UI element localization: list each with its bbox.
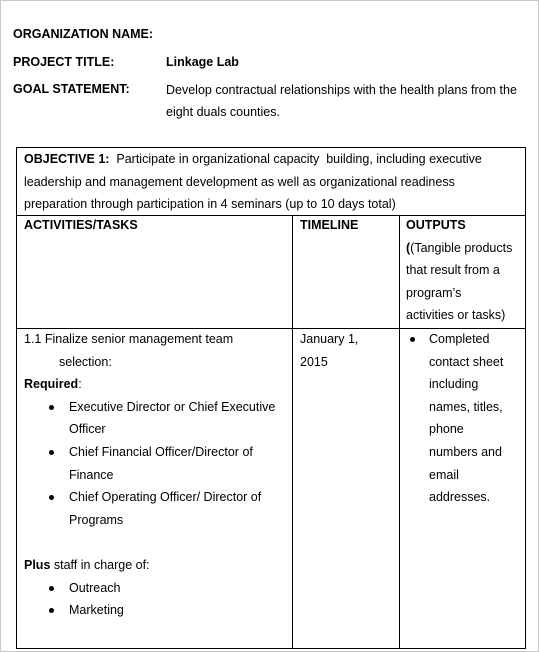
outputs-desc-line-1: ((Tangible products [406, 240, 513, 255]
column-header-activities: ACTIVITIES/TASKS [24, 218, 138, 232]
outputs-desc-line-2: that result from a [406, 263, 500, 278]
project-title-value: Linkage Lab [166, 55, 239, 69]
output-line-5: phone [429, 422, 464, 437]
outputs-cell [406, 328, 524, 509]
output-line-1: Completed [429, 332, 490, 346]
plus-text: staff in charge of: [50, 557, 150, 572]
outputs-desc-line-3: program’s [406, 285, 462, 300]
list-item [24, 599, 289, 622]
output-list [406, 328, 524, 509]
output-line-2: contact sheet [429, 354, 504, 369]
outputs-desc-line-4: activities or tasks) [406, 308, 506, 323]
output-line-7: email [429, 467, 459, 482]
required-item-3-line-1: Chief Operating Officer/ Director of [69, 490, 262, 505]
objective-table [16, 147, 526, 649]
plus-item-1: Outreach [69, 580, 121, 595]
goal-statement-text [166, 79, 532, 123]
bullet-icon [49, 586, 54, 591]
goal-line-2-text: eight duals counties. [166, 105, 280, 119]
bullet-icon [49, 450, 54, 455]
table-divider-col2 [399, 215, 400, 648]
goal-line-2 [166, 101, 532, 123]
required-item-1-line-2: Officer [69, 422, 106, 437]
table-divider-col1 [292, 215, 293, 648]
output-line-4: names, titles, [429, 399, 503, 414]
outputs-desc-1-text: (Tangible products [410, 240, 513, 255]
timeline-cell [300, 328, 395, 373]
list-item [24, 441, 289, 486]
output-line-3: including [429, 377, 479, 392]
objective-cell [24, 148, 520, 216]
plus-label: Plus [24, 557, 51, 572]
objective-line-3: preparation through participation in 4 seminars (up to 10 days total) [24, 197, 396, 212]
list-item [24, 577, 289, 600]
output-line-6: numbers and [429, 444, 502, 459]
required-list [24, 396, 289, 532]
plus-heading [24, 554, 289, 577]
task-line-1: 1.1 Finalize senior management team [24, 332, 234, 346]
timeline-line-1: January 1, [300, 332, 359, 346]
bullet-icon [49, 405, 54, 410]
goal-statement-label: GOAL STATEMENT: [13, 82, 130, 96]
plus-item-2: Marketing [69, 603, 124, 618]
required-item-2-line-1: Chief Financial Officer/Director of [69, 444, 253, 459]
blank-line [24, 531, 289, 554]
outputs-title: OUTPUTS [406, 218, 466, 232]
activities-cell [24, 328, 289, 622]
required-heading [24, 373, 289, 396]
required-item-1-line-1: Executive Director or Chief Executive [69, 399, 276, 414]
objective-label: OBJECTIVE 1: [24, 152, 110, 166]
plus-list [24, 577, 289, 622]
timeline-line-2: 2015 [300, 354, 328, 369]
required-label: Required [24, 377, 79, 392]
task-line-2: selection: [59, 354, 112, 369]
column-header-timeline: TIMELINE [300, 218, 359, 232]
list-item [24, 396, 289, 441]
goal-line-1: Develop contractual relationships with the health plans from the [166, 83, 517, 97]
objective-line-2: leadership and management development as well as organizational readiness [24, 174, 455, 189]
output-line-8: addresses. [429, 490, 491, 505]
column-header-outputs [406, 214, 524, 327]
objective-line-1: Participate in organizational capacity building, including executive [109, 152, 482, 166]
required-item-2-line-2: Finance [69, 467, 114, 482]
organization-name-label: ORGANIZATION NAME: [13, 27, 154, 41]
required-colon: : [78, 377, 82, 392]
required-item-3-line-2: Programs [69, 512, 124, 527]
project-title-label: PROJECT TITLE: [13, 55, 115, 69]
list-item [24, 486, 289, 531]
bullet-icon [410, 337, 415, 342]
